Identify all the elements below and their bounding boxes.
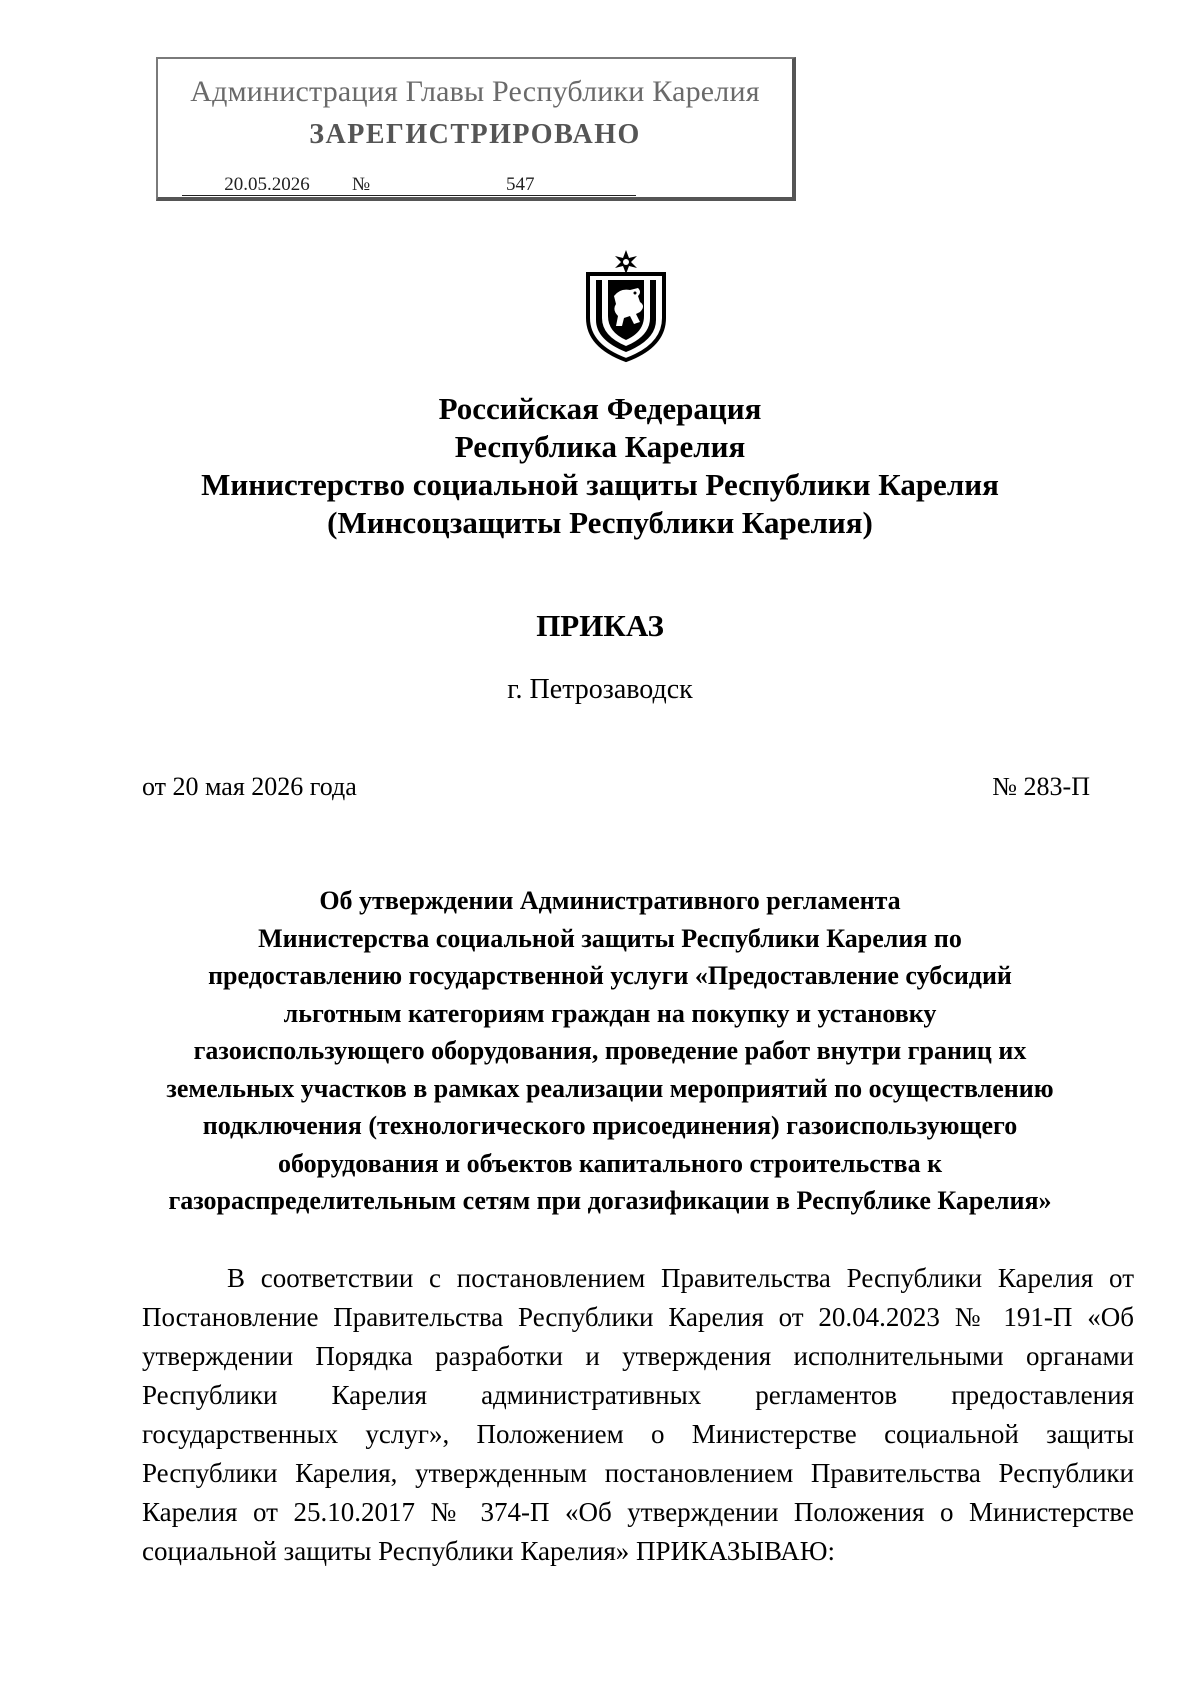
stamp-number-sign: № [352, 175, 386, 196]
subject-line: Об утверждении Административного регламента [319, 886, 901, 915]
body-line: В соответствии с постановлением Правительства Республики Карелия от [227, 1263, 1134, 1293]
order-preamble [142, 1259, 1134, 1571]
document-type-title: ПРИКАЗ [536, 608, 664, 643]
stamp-date: 20.05.2026 [182, 175, 352, 196]
organization-header [0, 390, 1200, 542]
header-ministry: Министерство социальной защиты Республики Карелия [201, 467, 999, 502]
subject-line: льготным категориям граждан на покупку и установку [283, 998, 937, 1028]
body-line: государственных услуг», Положением о Министерстве социальной защиты [142, 1419, 1134, 1449]
header-ministry-short: (Минсоцзащиты Республики Карелия) [327, 505, 873, 540]
subject-line: подключения (технологического присоединения) газоиспользующего [202, 1111, 1018, 1140]
order-date: от 20 мая 2026 года [142, 772, 357, 801]
stamp-registration-row [182, 175, 636, 196]
subject-line: газоиспользующего оборудования, проведение работ внутри границ их [193, 1036, 1027, 1065]
stamp-number: 547 [386, 175, 636, 196]
stamp-registered-label: ЗАРЕГИСТРИРОВАНО [309, 119, 641, 150]
karelia-coat-of-arms-icon [580, 248, 672, 363]
body-line: Постановление Правительства Республики Карелия от 20.04.2023 № 191-П «Об [142, 1302, 1134, 1332]
header-country: Российская Федерация [438, 391, 762, 426]
header-republic: Республика Карелия [454, 429, 746, 464]
body-line: Республики Карелия, утвержденным постановлением Правительства Республики [142, 1458, 1134, 1488]
registration-stamp [156, 57, 796, 201]
stamp-authority: Администрация Главы Республики Карелия [190, 75, 760, 108]
subject-line: оборудования и объектов капитального строительства к [277, 1148, 943, 1178]
document-city: г. Петрозаводск [507, 674, 693, 705]
subject-line: Министерства социальной защиты Республики Карелия по [258, 923, 962, 953]
body-line: Республики Карелия административных регламентов предоставления [142, 1380, 1134, 1410]
subject-line: предоставлению государственной услуги «Предоставление субсидий [208, 961, 1012, 990]
subject-line: земельных участков в рамках реализации мероприятий по осуществлению [166, 1073, 1054, 1103]
body-line: Карелия от 25.10.2017 № 374-П «Об утверждении Положения о Министерстве [142, 1497, 1134, 1527]
subject-line: газораспределительным сетям при догазификации в Республике Карелия» [168, 1186, 1052, 1215]
order-subject [130, 882, 1090, 1220]
order-number: № 283-П [992, 772, 1090, 801]
body-line: утверждении Порядка разработки и утверждения исполнительными органами [142, 1341, 1134, 1371]
body-line: социальной защиты Республики Карелия» ПРИКАЗЫВАЮ: [142, 1536, 836, 1566]
